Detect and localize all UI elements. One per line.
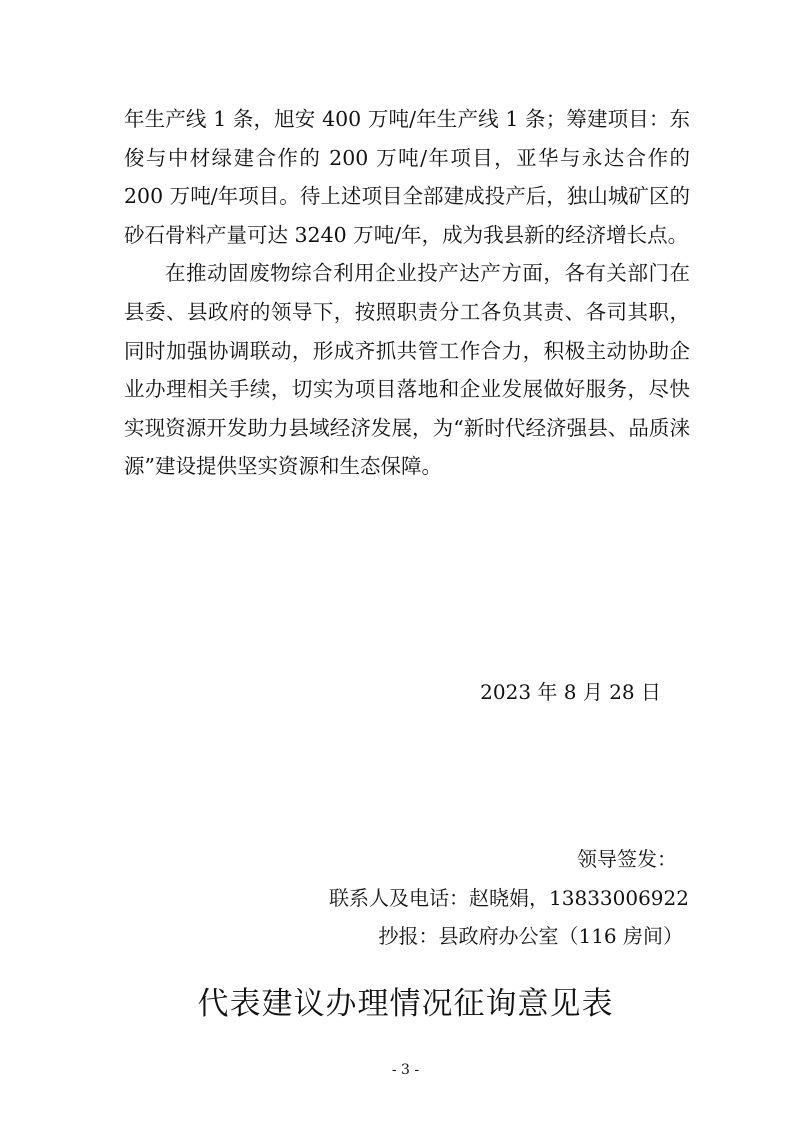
page-number: - 3 -: [391, 1062, 420, 1078]
paragraph-project-output: 年生产线 1 条，旭安 400 万吨/年生产线 1 条；筹建项目：东俊与中材绿建合作的 200 万吨/年项目，亚华与永达合作的 200 万吨/年项目。待上述项目全部建成投产后，独山城矿区的砂石骨料产量可达 3240 万吨/年，成为我县新的经济增长点。: [124, 107, 690, 247]
document-date: 2023 年 8 月 28 日: [480, 680, 661, 704]
cc-info: 抄报：县政府办公室（116 房间）: [378, 924, 683, 948]
paragraph-solid-waste: 在推动固废物综合利用企业投产达产方面，各有关部门在县委、县政府的领导下，按照职责分工各负其责、各司其职，同时加强协调联动，形成齐抓共管工作合力，积极主动协助企业办理相关手续，切实为项目落地和企业发展做好服务，尽快实现资源开发助力县域经济发展，为“新时代经济强县、品质涞源”建设提供坚实资源和生态保障。: [124, 261, 690, 479]
signature-block: [329, 840, 689, 956]
next-section-title: 代表建议办理情况征询意见表: [197, 986, 614, 1022]
leader-sign-label: 领导签发：: [577, 847, 677, 871]
body-text: [124, 100, 690, 486]
contact-info: 联系人及电话：赵晓娟，13833006922: [329, 885, 689, 910]
